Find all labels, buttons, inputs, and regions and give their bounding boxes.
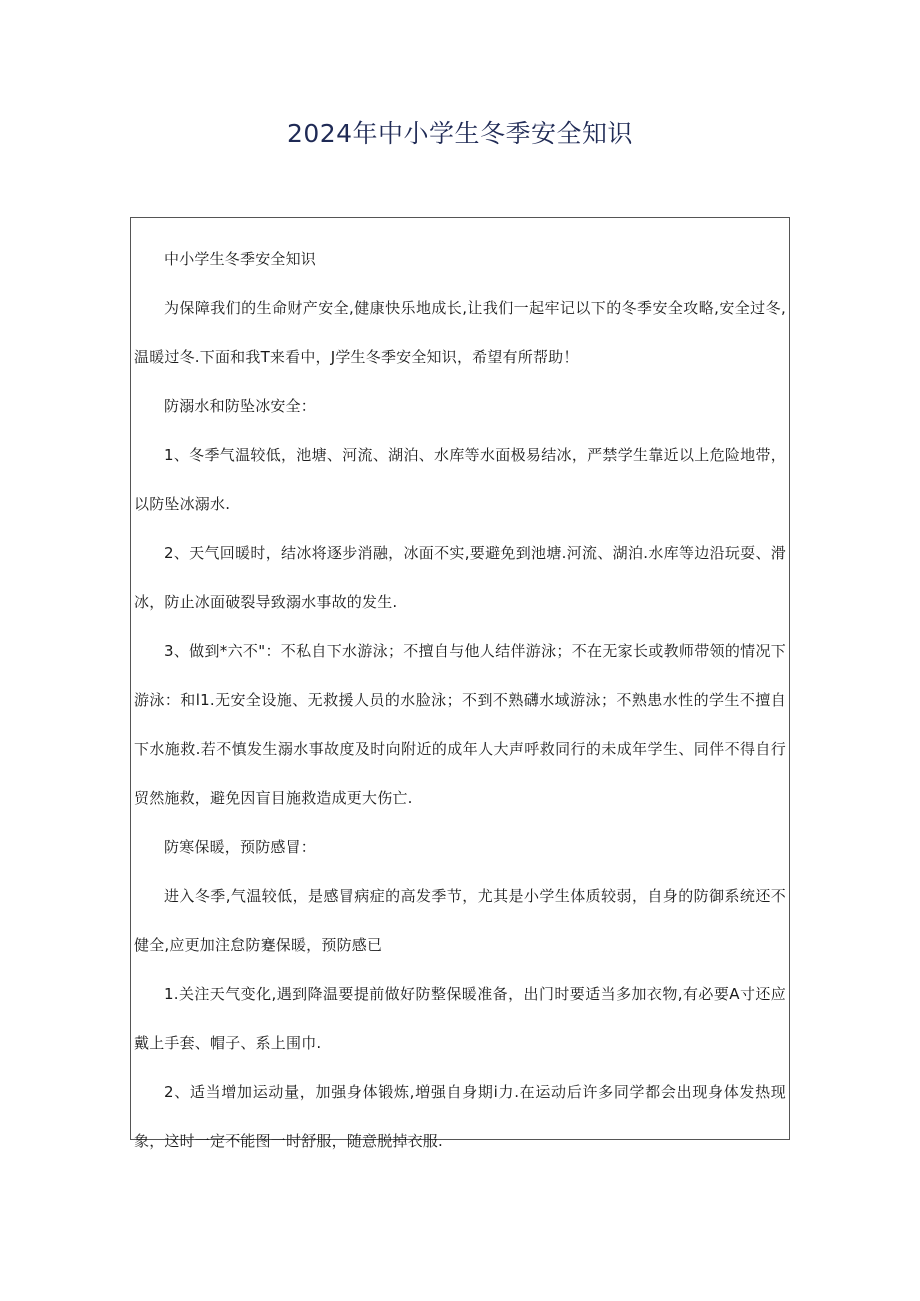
paragraph-drowning-2: 2、天气回暖时，结冰将逐步消融，冰面不实,要避免到池塘.河流、湖泊.水库等边沿玩耍、滑冰，防止冰面破裂导致溺水事故的发生.: [134, 544, 786, 611]
paragraph-drowning-3: 3、做到*六不"：不私自下水游泳；不擅自与他人结伴游泳；不在无家长或教师带领的情况下游泳：和l1.无安全设施、无救援人员的水脸泳；不到不熟礴水域游泳；不熟患水性的学生不擅自下水施救.若不慎发生溺水事故度及时向附近的成年人大声呼救同行的未成年学生、同伴不得自行贸然施救，避免因盲目施救造成更大伤亡.: [134, 642, 786, 807]
intro-paragraph: 为保障我们的生命财产安全,健康快乐地成长,让我们一起牢记以下的冬季安全攻略,安全过冬,温暖过冬.下面和我T来看中，J学生冬季安全知识，希望有所帮助！: [134, 299, 786, 366]
paragraph-cold-1: 1.关注天气变化,遇到降温要提前做好防整保暖准备，出门时要适当多加衣物,有必要A寸还应戴上手套、帽子、系上围巾.: [134, 985, 786, 1052]
paragraph-drowning-1: 1、冬季气温较低，池塘、河流、湖泊、水库等水面极易结冰，严禁学生靠近以上危险地带，以防坠冰溺水.: [134, 446, 786, 513]
paragraph-cold-intro: 进入冬季,气温较低，是感冒病症的高发季节，尤其是小学生体质较弱，自身的防御系统还不健全,应更加注怠防蹇保暖，预防感已: [134, 887, 786, 954]
document-title: 2024年中小学生冬季安全知识: [286, 119, 634, 148]
subheading-drowning: 防溺水和防坠冰安全：: [164, 397, 317, 415]
subheading-cold: 防寒保暖，预防感冒：: [164, 838, 317, 856]
content-box: [130, 217, 790, 1150]
content-body: [134, 235, 786, 1166]
paragraph-cold-2: 2、适当增加运动量，加强身体锻炼,増强自身期i力.在运动后许多同学都会出现身体发热现象，这时一定不能图一时舒服，随意脱掉衣服.: [134, 1083, 786, 1150]
section-heading: 中小学生冬季安全知识: [164, 250, 317, 268]
